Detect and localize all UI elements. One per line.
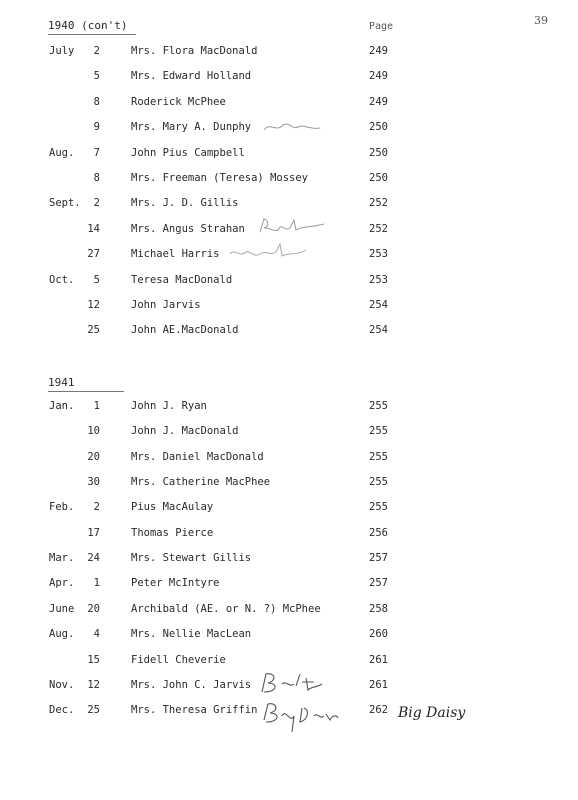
entry-name: Peter McIntyre (131, 577, 220, 590)
entry-page: 255 (369, 425, 388, 438)
entry-page: 255 (369, 400, 388, 412)
list-item (0, 400, 578, 416)
list-item (0, 70, 578, 86)
entry-page: 249 (369, 45, 388, 57)
entry-name: Mrs. Mary A. Dunphy (131, 121, 252, 134)
entry-name: John Jarvis (131, 299, 201, 311)
entry-page: 249 (369, 70, 388, 83)
handwritten-scribble (262, 118, 324, 136)
entry-name: John Pius Campbell (131, 146, 245, 159)
entry-day: 20 (87, 602, 100, 615)
entry-month: Sept. (49, 197, 81, 210)
list-item (0, 147, 578, 163)
page-number: 39 (534, 14, 548, 27)
list-item (0, 476, 578, 492)
list-item (0, 527, 578, 543)
entry-day: 27 (87, 248, 100, 261)
entry-day: 9 (93, 121, 100, 134)
entry-name: Archibald (AE. or N. ?) McPhee (131, 602, 321, 615)
list-item (0, 96, 578, 112)
handwritten-scribble (256, 216, 328, 236)
entry-day: 20 (87, 450, 100, 463)
entry-day: 7 (93, 146, 100, 159)
entry-page: 249 (369, 95, 388, 108)
entry-name: Thomas Pierce (131, 526, 214, 539)
entry-month: Mar. (49, 552, 75, 565)
entry-month: July (49, 45, 75, 57)
entry-name: John AE.MacDonald (131, 324, 239, 337)
entry-page: 250 (369, 121, 388, 134)
entry-day: 14 (87, 222, 100, 235)
entry-month: June (49, 602, 75, 615)
entry-page: 255 (369, 476, 388, 489)
entry-page: 257 (369, 577, 388, 590)
entry-month: Feb. (49, 501, 75, 514)
entry-name: Roderick McPhee (131, 95, 226, 108)
entry-day: 8 (93, 172, 100, 184)
entry-page: 250 (369, 172, 388, 184)
handwritten-scribble (258, 700, 348, 736)
entry-page: 261 (369, 678, 388, 691)
list-item (0, 501, 578, 517)
entry-day: 10 (87, 425, 100, 438)
entry-day: 1 (93, 400, 100, 412)
entry-day: 8 (93, 95, 100, 108)
entry-month: Apr. (49, 577, 75, 590)
entry-name: Mrs. Edward Holland (131, 70, 252, 83)
section-heading-1941: 1941 (48, 376, 124, 392)
entry-name: Mrs. Theresa Griffin (131, 704, 258, 717)
entry-name: Mrs. Flora MacDonald (131, 45, 258, 57)
entry-page: 255 (369, 450, 388, 463)
entry-month: Oct. (49, 273, 75, 286)
entry-name: John J. Ryan (131, 400, 207, 412)
entry-day: 2 (93, 197, 100, 210)
entry-page: 257 (369, 552, 388, 565)
entry-name: Pius MacAulay (131, 501, 214, 514)
list-item (0, 577, 578, 593)
entry-day: 25 (87, 324, 100, 337)
list-item (0, 451, 578, 467)
margin-note: Big Daisy (398, 705, 466, 721)
entry-day: 15 (87, 653, 100, 666)
entry-day: 24 (87, 552, 100, 565)
entry-name: Mrs. J. D. Gillis (131, 197, 239, 210)
entry-month: Jan. (49, 400, 75, 412)
entry-page: 253 (369, 273, 388, 286)
entry-page: 253 (369, 248, 388, 261)
list-item (0, 654, 578, 670)
entry-page: 260 (369, 628, 388, 641)
page-column-header: Page (369, 21, 394, 32)
entry-day: 5 (93, 273, 100, 286)
entry-name: Mrs. Catherine MacPhee (131, 476, 271, 489)
list-item (0, 274, 578, 290)
entry-name: Mrs. Angus Strahan (131, 222, 245, 235)
entry-name: Michael Harris (131, 248, 220, 261)
entry-day: 12 (87, 678, 100, 691)
entry-page: 258 (369, 602, 388, 615)
entry-day: 4 (93, 628, 100, 641)
entry-month: Aug. (49, 628, 75, 641)
list-item (0, 628, 578, 644)
entry-month: Dec. (49, 704, 75, 717)
heading-underline (48, 391, 124, 392)
entry-page: 250 (369, 146, 388, 159)
entry-name: Mrs. John C. Jarvis (131, 678, 252, 691)
handwritten-scribble (256, 670, 326, 696)
entry-name: John J. MacDonald (131, 425, 239, 438)
list-item (0, 425, 578, 441)
list-item (0, 552, 578, 568)
entry-day: 30 (87, 476, 100, 489)
entry-day: 2 (93, 45, 100, 57)
entry-page: 252 (369, 197, 388, 210)
entry-day: 5 (93, 70, 100, 83)
list-item (0, 197, 578, 213)
entry-page: 255 (369, 501, 388, 514)
list-item (0, 45, 578, 61)
entry-page: 256 (369, 526, 388, 539)
entry-name: Teresa MacDonald (131, 273, 233, 286)
list-item (0, 172, 578, 188)
entry-day: 2 (93, 501, 100, 514)
entry-day: 17 (87, 526, 100, 539)
entry-page: 254 (369, 299, 388, 311)
list-item (0, 603, 578, 619)
entry-name: Mrs. Stewart Gillis (131, 552, 252, 565)
entry-page: 252 (369, 222, 388, 235)
section-heading-1940: 1940 (con't) (48, 19, 136, 35)
entry-month: Aug. (49, 146, 75, 159)
entry-day: 12 (87, 299, 100, 311)
entry-month: Nov. (49, 678, 75, 691)
entry-page: 261 (369, 653, 388, 666)
entry-day: 25 (87, 704, 100, 717)
heading-underline (48, 34, 136, 35)
entry-page: 262 (369, 704, 388, 717)
entry-name: Mrs. Daniel MacDonald (131, 450, 264, 463)
entry-name: Mrs. Nellie MacLean (131, 628, 252, 641)
entry-day: 1 (93, 577, 100, 590)
entry-name: Mrs. Freeman (Teresa) Mossey (131, 172, 309, 184)
list-item (0, 299, 578, 315)
entry-page: 254 (369, 324, 388, 337)
entry-name: Fidell Cheverie (131, 653, 226, 666)
handwritten-scribble (228, 242, 310, 262)
list-item (0, 324, 578, 340)
